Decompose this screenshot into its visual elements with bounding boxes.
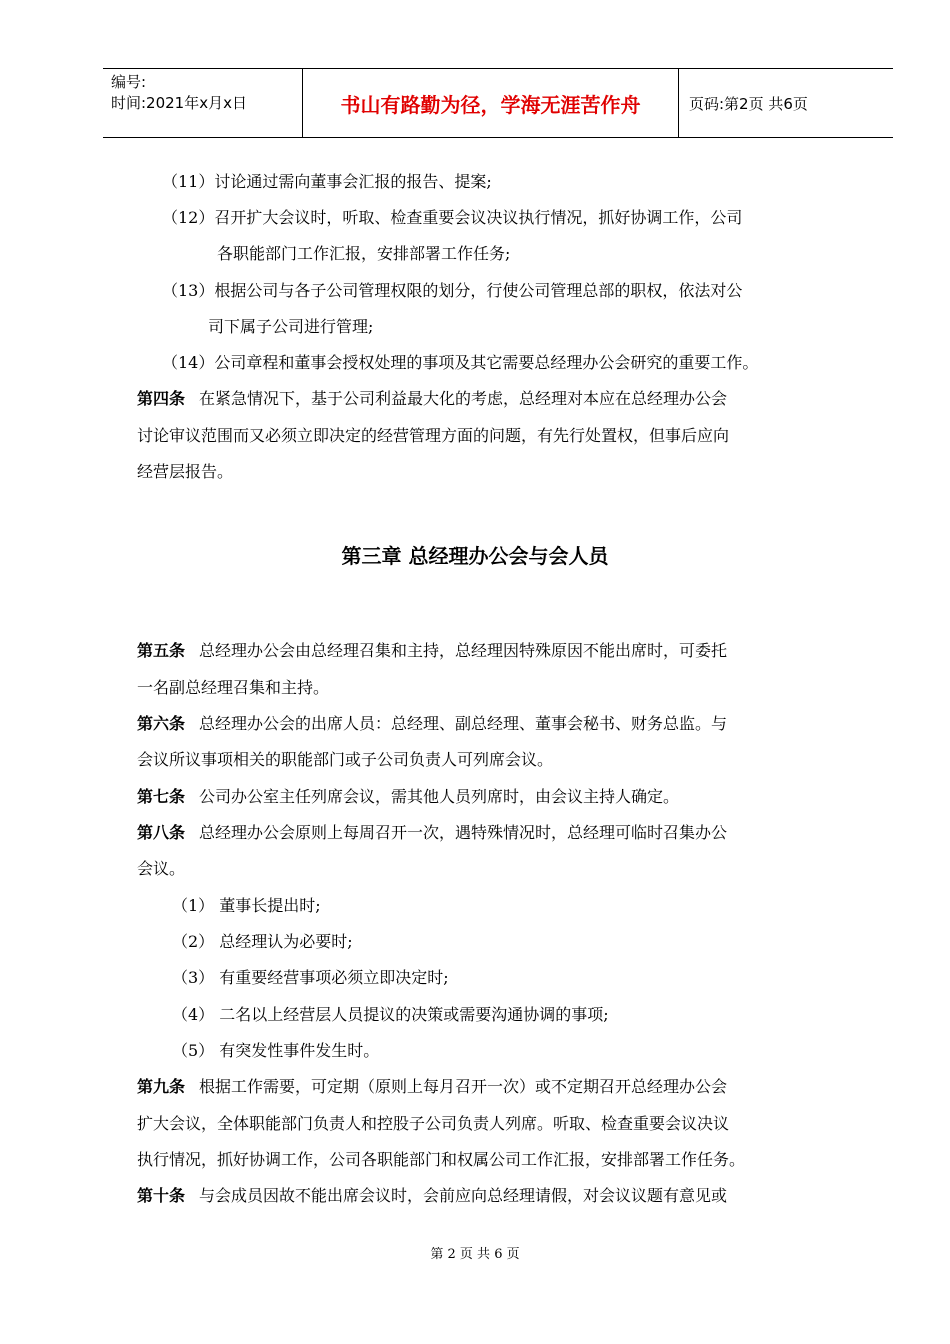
article-label: 第九条 bbox=[137, 1077, 186, 1096]
article-4-line: 经营层报告。 bbox=[137, 462, 234, 481]
article-5: 第五条 总经理办公会由总经理召集和主持，总经理因特殊原因不能出席时，可委托 bbox=[137, 641, 728, 660]
page-footer: 第 2 页 共 6 页 bbox=[430, 1247, 520, 1262]
condition-item: （5） 有突发性事件发生时。 bbox=[172, 1041, 380, 1060]
article-label: 第六条 bbox=[137, 714, 186, 733]
article-6-line: 会议所议事项相关的职能部门或子公司负责人可列席会议。 bbox=[137, 750, 554, 769]
time-label: 时间:2021年x月x日 bbox=[111, 94, 247, 112]
article-5-line: 一名副总经理召集和主持。 bbox=[137, 678, 330, 697]
article-8-line: 会议。 bbox=[137, 859, 186, 878]
condition-item: （3） 有重要经营事项必须立即决定时; bbox=[172, 968, 449, 987]
article-6: 第六条 总经理办公会的出席人员：总经理、副总经理、董事会秘书、财务总监。与 bbox=[137, 714, 728, 733]
article-label: 第五条 bbox=[137, 641, 186, 660]
chapter-title: 第三章 总经理办公会与会人员 bbox=[341, 544, 609, 568]
page-label: 页码:第2页 共6页 bbox=[689, 94, 808, 113]
header-info-cell bbox=[103, 69, 303, 137]
article-9-line: 执行情况，抓好协调工作，公司各职能部门和权属公司工作汇报，安排部署工作任务。 bbox=[137, 1150, 746, 1169]
article-4: 第四条 在紧急情况下，基于公司利益最大化的考虑，总经理对本应在总经理办公会 bbox=[137, 389, 728, 408]
condition-item: （1） 董事长提出时; bbox=[172, 896, 321, 915]
page-header bbox=[103, 68, 893, 138]
article-7: 第七条 公司办公室主任列席会议，需其他人员列席时，由会议主持人确定。 bbox=[137, 787, 680, 806]
condition-item: （4） 二名以上经营层人员提议的决策或需要沟通协调的事项; bbox=[172, 1005, 609, 1024]
article-label: 第四条 bbox=[137, 389, 186, 408]
article-label: 第七条 bbox=[137, 787, 186, 806]
item-11: （11）讨论通过需向董事会汇报的报告、提案; bbox=[162, 172, 492, 191]
item-12: （12）召开扩大会议时，听取、检查重要会议决议执行情况，抓好协调工作，公司 bbox=[162, 208, 743, 227]
item-13: （13）根据公司与各子公司管理权限的划分，行使公司管理总部的职权，依法对公 bbox=[162, 281, 743, 300]
article-label: 第八条 bbox=[137, 823, 186, 842]
item-12-cont: 各职能部门工作汇报，安排部署工作任务; bbox=[217, 244, 511, 263]
item-13-cont: 司下属子公司进行管理; bbox=[208, 317, 374, 336]
article-9-line: 扩大会议，全体职能部门负责人和控股子公司负责人列席。听取、检查重要会议决议 bbox=[137, 1114, 730, 1133]
number-label: 编号: bbox=[111, 73, 147, 91]
article-label: 第十条 bbox=[137, 1186, 186, 1205]
item-14: （14）公司章程和董事会授权处理的事项及其它需要总经理办公会研究的重要工作。 bbox=[162, 353, 759, 372]
article-10: 第十条 与会成员因故不能出席会议时，会前应向总经理请假，对会议议题有意见或 bbox=[137, 1186, 728, 1205]
article-8: 第八条 总经理办公会原则上每周召开一次，遇特殊情况时，总经理可临时召集办公 bbox=[137, 823, 728, 842]
article-4-line: 讨论审议范围而又必须立即决定的经营管理方面的问题，有先行处置权，但事后应向 bbox=[137, 426, 730, 445]
motto: 书山有路勤为径，学海无涯苦作舟 bbox=[303, 69, 679, 137]
article-9: 第九条 根据工作需要，可定期（原则上每月召开一次）或不定期召开总经理办公会 bbox=[137, 1077, 728, 1096]
condition-item: （2） 总经理认为必要时; bbox=[172, 932, 353, 951]
